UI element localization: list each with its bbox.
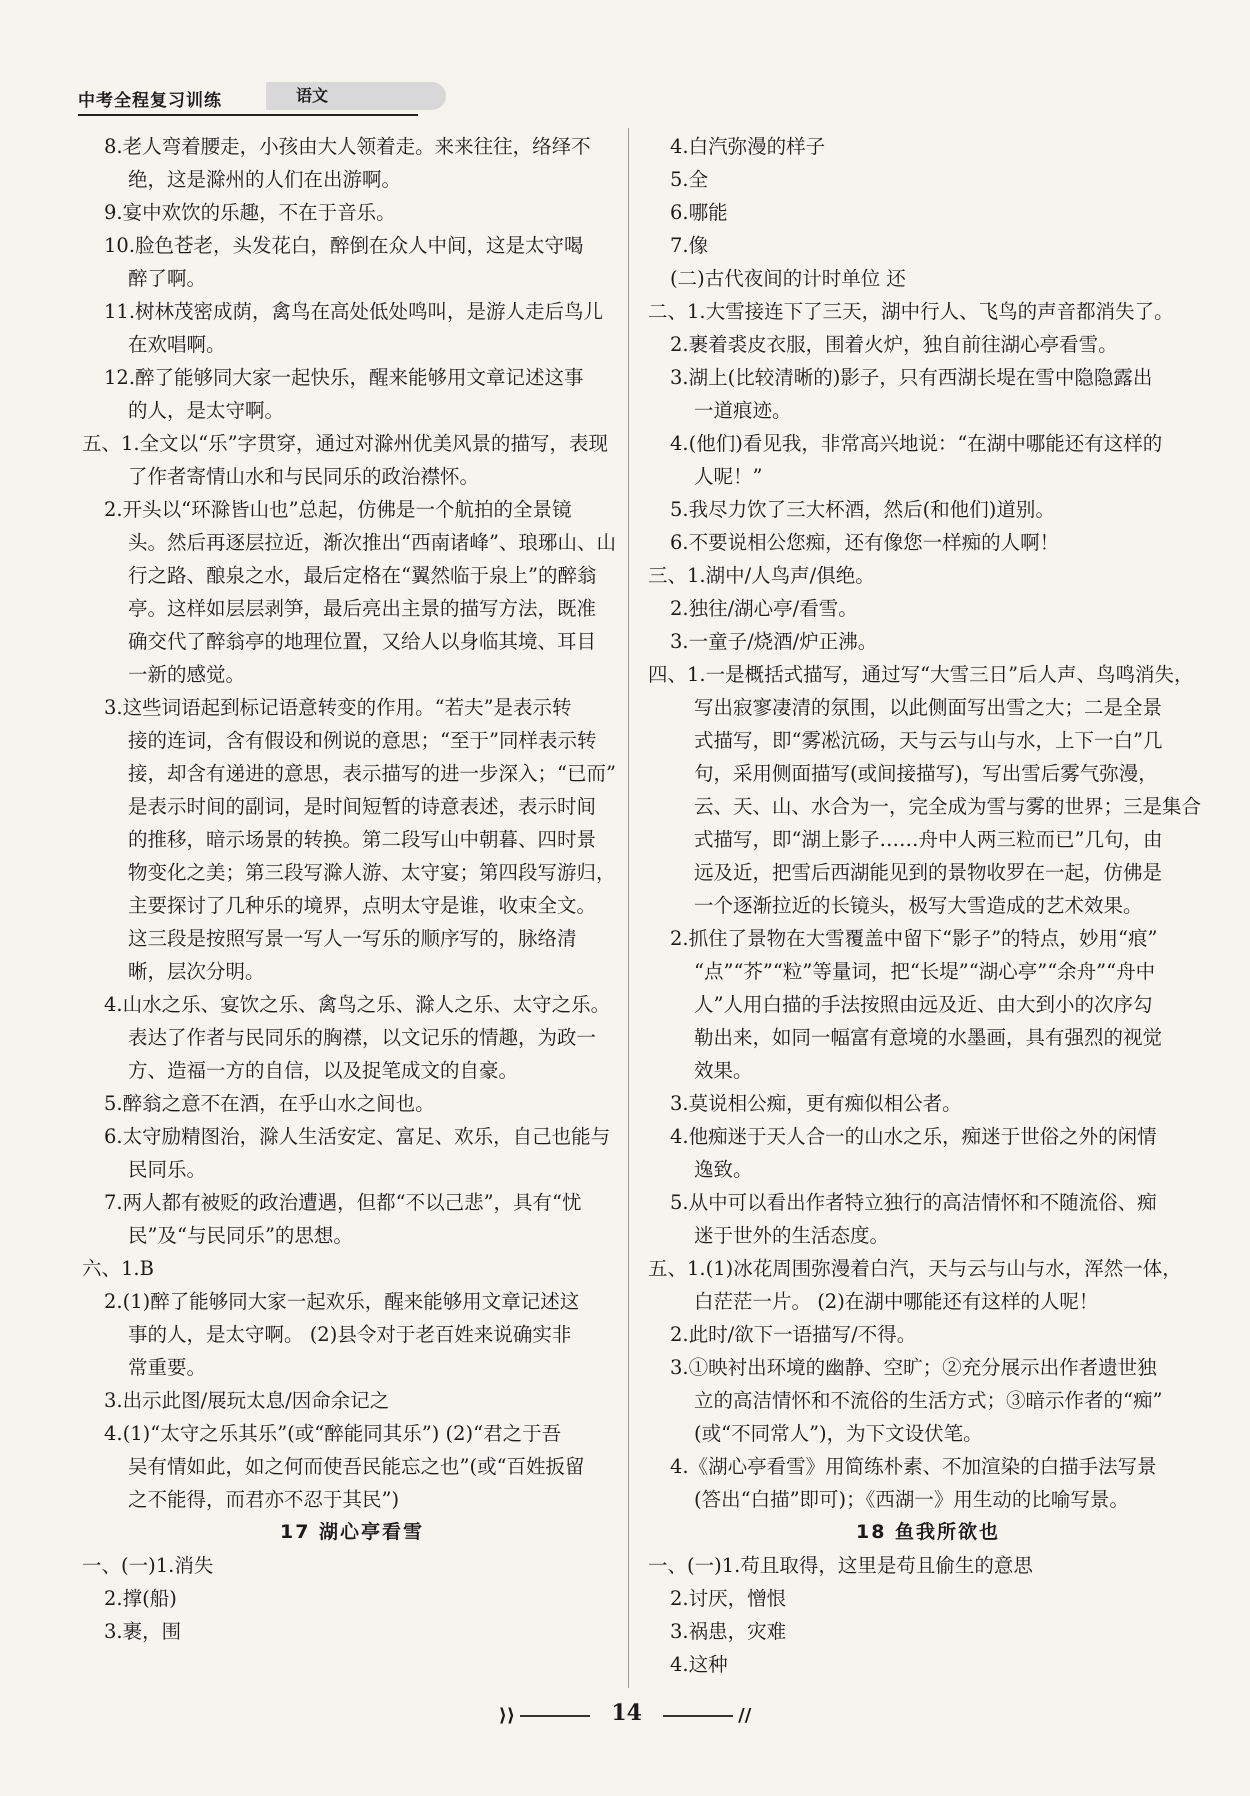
- text-line: 远及近，把雪后西湖能见到的景物收罗在一起，仿佛是: [694, 861, 1163, 884]
- text-line: 的推移，暗示场景的转换。第二段写山中朝暮、四时景: [128, 828, 597, 851]
- text-line: 4.这种: [670, 1653, 728, 1676]
- text-line: 句，采用侧面描写(或间接描写)，写出雪后雾气弥漫，: [694, 762, 1158, 785]
- text-line: 立的高洁情怀和不流俗的生活方式；③暗示作者的“痴”: [694, 1389, 1163, 1412]
- text-line: 迷于世外的生活态度。: [694, 1224, 890, 1247]
- text-line: 之不能得，而君亦不忍于其民”): [128, 1488, 400, 1511]
- text-line: 逸致。: [694, 1158, 753, 1181]
- right-column: [648, 130, 1208, 1681]
- column-divider: [628, 128, 629, 1688]
- text-line: 3.湖上(比较清晰的)影子，只有西湖长堤在雪中隐隐露出: [670, 366, 1153, 389]
- text-line: 2.撑(船): [104, 1587, 177, 1610]
- text-line: 11.树林茂密成荫，禽鸟在高处低处鸣叫，是游人走后鸟儿: [104, 300, 604, 323]
- text-line: 确交代了醉翁亭的地理位置，又给人以身临其境、耳目: [128, 630, 597, 653]
- section-title: 18 鱼我所欲也: [855, 1521, 1001, 1543]
- text-line: 一个逐渐拉近的长镜头，极写大雪造成的艺术效果。: [694, 894, 1143, 917]
- text-line: 人”人用白描的手法按照由远及近、由大到小的次序勾: [694, 993, 1153, 1016]
- text-line: 4.山水之乐、宴饮之乐、禽鸟之乐、滁人之乐、太守之乐。: [104, 993, 611, 1016]
- text-line: 4.(1)“太守之乐其乐”(或“醉能同其乐”) (2)“君之于吾: [104, 1422, 562, 1445]
- text-line: 三、1.湖中/人鸟声/俱绝。: [648, 564, 875, 587]
- text-line: (二)古代夜间的计时单位 还: [670, 267, 906, 290]
- text-line: 10.脸色苍老，头发花白，醉倒在众人中间，这是太守喝: [104, 234, 584, 257]
- left-column: [82, 130, 622, 1648]
- text-line: 4.白汽弥漫的样子: [670, 135, 826, 158]
- text-line: 接的连词，含有假设和例说的意思；“至于”同样表示转: [128, 729, 597, 752]
- text-line: 6.不要说相公您痴，还有像您一样痴的人啊！: [670, 531, 1060, 554]
- text-line: 7.两人都有被贬的政治遭遇，但都“不以己悲”，具有“忧: [104, 1191, 582, 1214]
- text-line: 9.宴中欢饮的乐趣，不在于音乐。: [104, 201, 396, 224]
- footer-ornament-left: ⟩⟩: [498, 1705, 516, 1726]
- text-line: 12.醉了能够同大家一起快乐，醒来能够用文章记述这事: [104, 366, 584, 389]
- text-line: 主要探讨了几种乐的境界，点明太守是谁，收束全文。: [128, 894, 597, 917]
- text-line: 六、1.B: [82, 1257, 154, 1280]
- footer-rule-right: [663, 1715, 733, 1717]
- text-line: 五、1.(1)冰花周围弥漫着白汽，天与云与山与水，浑然一体，: [648, 1257, 1182, 1280]
- text-line: 7.像: [670, 234, 709, 257]
- text-line: 一、(一)1.苟且取得，这里是苟且偷生的意思: [648, 1554, 1033, 1577]
- text-line: 式描写，即“湖上影子……舟中人两三粒而已”几句，由: [694, 828, 1163, 851]
- text-line: 云、天、山、水合为一，完全成为雪与雾的世界；三是集合: [694, 795, 1202, 818]
- text-line: 绝，这是滁州的人们在出游啊。: [128, 168, 402, 191]
- text-line: 物变化之美；第三段写滁人游、太守宴；第四段写游归，: [128, 861, 616, 884]
- text-line: 的人，是太守啊。: [128, 399, 285, 422]
- text-line: 式描写，即“雾凇沆砀，天与云与山与水，上下一白”几: [694, 729, 1163, 752]
- footer-ornament-right: //: [738, 1705, 752, 1726]
- text-line: “点”“芥”“粒”等量词，把“长堤”“湖心亭”“余舟”“舟中: [694, 960, 1156, 983]
- section-title: 17 湖心亭看雪: [279, 1521, 425, 1543]
- text-line: 接，却含有递进的意思，表示描写的进一步深入；“已而”: [128, 762, 616, 785]
- text-line: 方、造福一方的自信，以及捉笔成文的自豪。: [128, 1059, 519, 1082]
- text-line: 常重要。: [128, 1356, 207, 1379]
- text-line: 6.太守励精图治，滁人生活安定、富足、欢乐，自己也能与: [104, 1125, 611, 1148]
- text-line: 了作者寄情山水和与民同乐的政治襟怀。: [128, 465, 480, 488]
- text-line: 3.出示此图/展玩太息/因命余记之: [104, 1389, 390, 1412]
- text-line: 8.老人弯着腰走，小孩由大人领着走。来来往往，络绎不: [104, 135, 591, 158]
- subject-tag: 语文: [266, 82, 446, 110]
- text-line: 2.抓住了景物在大雪覆盖中留下“影子”的特点，妙用“痕”: [670, 927, 1158, 950]
- text-line: 2.裹着裘皮衣服，围着火炉，独自前往湖心亭看雪。: [670, 333, 1118, 356]
- header-rule: [78, 114, 418, 116]
- text-line: 5.我尽力饮了三大杯酒，然后(和他们)道别。: [670, 498, 1055, 521]
- text-line: 晰，层次分明。: [128, 960, 265, 983]
- text-line: 一、(一)1.消失: [82, 1554, 214, 1577]
- text-line: 写出寂寥凄清的氛围，以此侧面写出雪之大；二是全景: [694, 696, 1163, 719]
- text-line: 白茫茫一片。 (2)在湖中哪能还有这样的人呢！: [694, 1290, 1099, 1313]
- text-line: (答出“白描”即可)；《西湖一》用生动的比喻写景。: [694, 1488, 1129, 1511]
- text-line: 5.醉翁之意不在酒，在乎山水之间也。: [104, 1092, 435, 1115]
- text-line: 一道痕迹。: [694, 399, 792, 422]
- text-line: 表达了作者与民同乐的胸襟，以文记乐的情趣，为政一: [128, 1026, 597, 1049]
- text-line: 人呢！”: [694, 465, 763, 488]
- text-line: (或“不同常人”)，为下文设伏笔。: [694, 1422, 983, 1445]
- text-line: 事的人，是太守啊。 (2)县令对于老百姓来说确实非: [128, 1323, 572, 1346]
- text-line: 5.从中可以看出作者特立独行的高洁情怀和不随流俗、痴: [670, 1191, 1157, 1214]
- text-line: 民同乐。: [128, 1158, 207, 1181]
- text-line: 在欢唱啊。: [128, 333, 226, 356]
- text-line: 行之路、酿泉之水，最后定格在“翼然临于泉上”的醉翁: [128, 564, 597, 587]
- text-line: 4.(他们)看见我，非常高兴地说：“在湖中哪能还有这样的: [670, 432, 1163, 455]
- text-line: 2.独往/湖心亭/看雪。: [670, 597, 858, 620]
- text-line: 2.开头以“环滁皆山也”总起，仿佛是一个航拍的全景镜: [104, 498, 572, 521]
- page-footer: [0, 1700, 1250, 1726]
- page-number: 14: [611, 1700, 642, 1726]
- text-line: 五、1.全文以“乐”字贯穿，通过对滁州优美风景的描写，表现: [82, 432, 609, 455]
- text-line: 醉了啊。: [128, 267, 207, 290]
- text-line: 四、1.一是概括式描写，通过写“大雪三日”后人声、鸟鸣消失，: [648, 663, 1194, 686]
- text-line: 6.哪能: [670, 201, 728, 224]
- text-line: 2.讨厌，憎恨: [670, 1587, 787, 1610]
- text-line: 3.裹，围: [104, 1620, 182, 1643]
- text-line: 二、1.大雪接连下了三天，湖中行人、飞鸟的声音都消失了。: [648, 300, 1174, 323]
- text-line: 亭。这样如层层剥笋，最后亮出主景的描写方法，既准: [128, 597, 597, 620]
- text-line: 民”及“与民同乐”的思想。: [128, 1224, 353, 1247]
- text-line: 3.①映衬出环境的幽静、空旷；②充分展示出作者遗世独: [670, 1356, 1157, 1379]
- text-line: 2.此时/欲下一语描写/不得。: [670, 1323, 917, 1346]
- text-line: 2.(1)醉了能够同大家一起欢乐，醒来能够用文章记述这: [104, 1290, 580, 1313]
- book-title: 中考全程复习训练: [78, 91, 222, 111]
- text-line: 3.这些词语起到标记语意转变的作用。“若夫”是表示转: [104, 696, 572, 719]
- text-line: 效果。: [694, 1059, 753, 1082]
- footer-rule-left: [520, 1715, 590, 1717]
- text-line: 3.一童子/烧酒/炉正沸。: [670, 630, 878, 653]
- text-line: 4.《湖心亭看雪》用简练朴素、不加渲染的白描手法写景: [670, 1455, 1157, 1478]
- text-line: 头。然后再逐层拉近，渐次推出“西南诸峰”、琅琊山、山: [128, 531, 616, 554]
- text-line: 吴有情如此，如之何而使吾民能忘之也”(或“百姓扳留: [128, 1455, 585, 1478]
- text-line: 3.祸患，灾难: [670, 1620, 787, 1643]
- text-line: 勒出来，如同一幅富有意境的水墨画，具有强烈的视觉: [694, 1026, 1163, 1049]
- page-header: [78, 80, 378, 114]
- text-line: 5.全: [670, 168, 709, 191]
- text-line: 4.他痴迷于天人合一的山水之乐，痴迷于世俗之外的闲情: [670, 1125, 1157, 1148]
- text-line: 是表示时间的副词，是时间短暂的诗意表述，表示时间: [128, 795, 597, 818]
- text-line: 这三段是按照写景一写人一写乐的顺序写的，脉络清: [128, 927, 577, 950]
- text-line: 3.莫说相公痴，更有痴似相公者。: [670, 1092, 962, 1115]
- text-line: 一新的感觉。: [128, 663, 246, 686]
